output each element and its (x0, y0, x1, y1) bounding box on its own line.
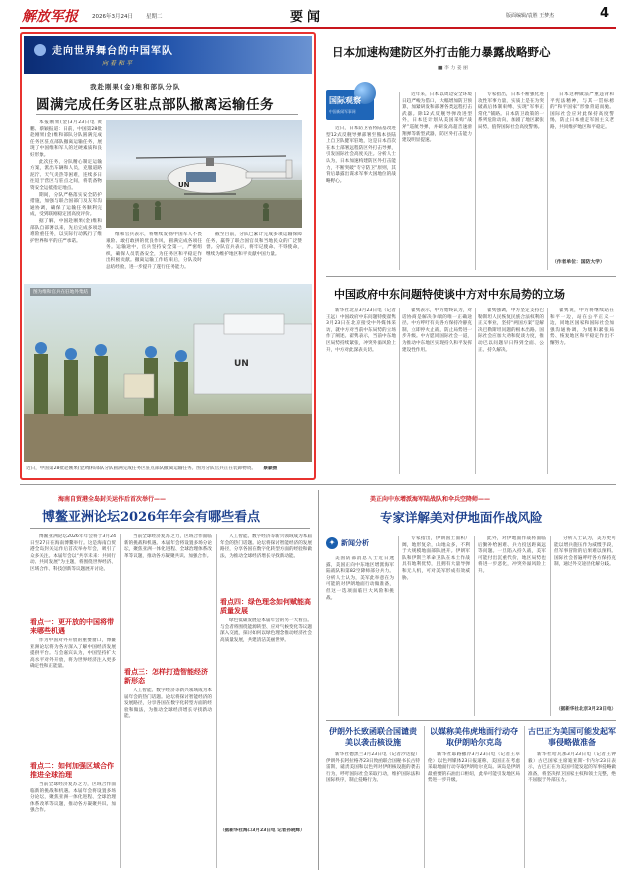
article4-headline: 博鳌亚洲论坛2026年年会有哪些看点 (42, 510, 261, 525)
article2-col4: 日本这种做法严重违背和平宪法精神，与其一贯标榜的“和平国家”形象背道而驰。国际社会应对此保持高度警惕，防止日本重走军国主义老路，共同维护地区和平稳定。 (550, 92, 614, 130)
article4-col2 (124, 534, 212, 870)
issue-weekday: 星期二 (146, 14, 163, 20)
caption-text: 近日，中国第28批赴刚果(金)维和部队分队圆满完成任务区驻点部队撤离运输任务。图为分队官兵正在装卸物资。 (26, 466, 256, 471)
article4-credit: （据新华社海口3月23日电 记者孙晓辉） (220, 828, 305, 833)
paragraph: 此次任务，分队精心制定运输方案，派出车辆和人员，克服道路泥泞、天气炎热等困难，连续多日往返于营区与驻点之间，将装备物资安全运抵指定地点。 (30, 159, 102, 191)
article5-credit: （据新华社北京3月23日电） (556, 707, 617, 712)
news-analysis-badge (326, 536, 386, 550)
article2-byline: ■ 李 力 姜 丽 (438, 66, 468, 71)
banner-peace (24, 36, 312, 74)
article3-col1: 新华社北京3月23日电（记者王远）中国政府中东问题特使翟隽3月23日在北京接受中外媒体采访，就中方对当前中东局势的立场作了阐述。翟隽表示，当前中东地区局势持续紧张，冲突外溢风险上升，中方对此深表关切。 (326, 308, 396, 353)
article4-subhead-1: 看点一：更开放的中国将带来哪些机遇 (30, 618, 114, 635)
newspaper-logo: 解放军报 (22, 9, 78, 25)
article4-subhead-2: 看点二：如何加强区域合作推进全球治理 (30, 762, 114, 779)
article4-text-e: 绿色低碳发展是本届年会的另一大看点。与会者将围绕能源转型、应对气候变化等议题深入交流，探讨如何以绿色理念推动经济社会高质量发展，共建清洁美丽世界。 (220, 618, 312, 643)
article5-col4: 分析人士认为，美方更可能以增兵施压作为威慑手段，但军事冒险的后果难以预料。国际社会普遍呼吁各方保持克制，通过外交途径化解分歧。 (554, 536, 616, 568)
article2-col1: 近日，日本防卫省将陆基改进型12式反舰导弹部署至熊本县陆上自卫队健军驻地，这是日本首次在本土部署远程防区外打击导弹，引发国际社会高度关注。分析人士认为，日本加速构建防区外打击能力，不断突破“专守防卫”原则，其背后暴露出谋求军事大国地位的战略野心。 (326, 126, 396, 184)
divider-upper-lower (20, 484, 616, 485)
masthead-rule (20, 27, 616, 29)
paragraph: 据了解，中国赴刚果(金)维和部队自部署以来，先后完成多项急难险重任务，以实际行动践行了维护世界和平的庄严承诺。 (30, 218, 102, 244)
article4-text-b: 作为中国对外开放的重要窗口，博鳌亚洲论坛将为各方深入了解中国经济发展提供平台。与会嘉宾认为，中国坚持扩大高水平对外开放，将为世界经济注入更多确定性和正能量。 (30, 638, 116, 670)
masthead (0, 0, 634, 28)
soldiers-photo-label: 图为维和官兵在驻地外集结 (30, 288, 91, 296)
brief-iran (326, 726, 420, 870)
paragraph: 期间，分队严格落实安全防护措施，加强与联合国部门及友军沟通协调，确保了运输任务顺利完成，受到联刚稳定团高度评价。 (30, 192, 102, 218)
svg-text:UN: UN (234, 359, 249, 369)
helicopter-illustration (106, 120, 302, 228)
badge-subtitle: 中国新闻军事网 (329, 109, 356, 114)
article4-text-c: 当前全球经济复苏乏力，区域合作面临新的挑战和机遇。本届年会将设置多场分论坛，聚焦亚洲一体化进程、全球治理体系改革等议题，推动各方凝聚共识、加强合作。 (30, 782, 116, 814)
article3-col3: 翟隽强调，中方坚定支持巴勒斯坦人民恢复民族合法权利的正义事业，坚持“两国方案”是解决巴勒斯坦问题的根本出路。国际社会应加大劝和促谈力度，推动巴以问题早日得到全面、公正、持久解决。 (478, 308, 544, 353)
news-analysis-label: 新闻分析 (341, 539, 369, 547)
article2-col2: 近年来，日本以周边安全环境日趋严峻为借口，大幅增加防卫预算，加紧研发和部署各类远程打击武器。除12式反舰导弹改进型外，日本还计划从美国采购“战斧”巡航导弹，并研发高超音速滑翔弹等新型武器，防区外打击能力建设明显提速。 (402, 92, 472, 144)
caption-credit: 蔡颖摄 (263, 466, 278, 471)
article5-col3: 此外，对伊地面作战将面临后勤补给困难、兵力投送距离远等问题。一旦陷入持久战，美军可能付出沉重代价，地区局势也将进一步恶化，冲突外溢风险上升。 (478, 536, 546, 574)
article1-body-right: 截至目前，分队已累计完成多项运输保障任务，赢得了联合国官员和当地民众的广泛赞誉。分队官兵表示，将牢记使命、不辱使命，继续为维护地区和平贡献中国力量。 (206, 232, 302, 257)
soldiers-photo (24, 284, 312, 462)
article1-body-left (30, 120, 102, 280)
article4-text-c2: 当前全球经济复苏乏力，区域合作面临新的挑战和机遇。本届年会将设置多场分论坛，聚焦亚洲一体化进程、全球治理体系改革等议题，推动各方凝聚共识、加强合作。 (124, 534, 212, 559)
brief-cuba (528, 726, 616, 870)
brief-cuba-headline: 古巴正为美国可能发起军事侵略做准备 (528, 726, 616, 747)
article4-text-a: 博鳌亚洲论坛2026年年会将于3月24日至27日在海南博鳌举行。这是海南自贸港全岛封关运作后首次举办年会，吸引了众多关注。本届年会以“共享未来：共同行动、共同发展”为主题，将围绕世界经济、区域合作、科技创新等议题展开讨论。 (30, 534, 116, 572)
issue-date: 2026年3月24日 (92, 14, 133, 20)
divider-bottom-row (326, 720, 616, 721)
article1-body-mid: 维和官兵表示，将继续发扬中国军人不畏艰险、敢打敢拼的优良作风，圆满完成各项任务。运输途中，官兵坚持安全第一，严密组织，确保人员装备安全，为任务区和平稳定作出积极贡献。撤离运输工作结束后，分队及时总结经验，进一步提升了遂行任务能力。 (106, 232, 202, 270)
brief-iran-text: 新华社德黑兰3月23日电（记者沙达提）伊朗外长阿拉格齐23日致函联合国秘书长古特雷斯，谴责美国和以色列对伊朗核设施的袭击行为，呼吁国际社会采取行动，维护国际法和国际秩序，制止侵略行为。 (326, 752, 420, 784)
section-title: 要闻 (290, 10, 325, 25)
divider-a2-a3 (326, 276, 616, 277)
brief-iran-headline: 伊朗外长致函联合国谴责美以袭击核设施 (329, 726, 417, 747)
article4-subhead-4: 看点三：怎样打造智能经济新形态 (124, 668, 208, 685)
article5-kicker: 美正向中东增派海军陆战队和伞兵空降师—— (370, 496, 491, 503)
brief-kharg (428, 726, 520, 870)
article4-divider (30, 528, 310, 529)
article1-headline: 圆满完成任务区驻点部队撤离运输任务 (36, 97, 274, 113)
badge-title: 国际观察 (329, 96, 361, 105)
brief-cuba-text: 新华社哈瓦那3月23日电（记者王钟毅）古巴国家主席迪亚斯-卡内尔23日表示，古巴正在为美国可能发起的军事侵略做准备，将坚决捍卫国家主权和领土完整，绝不屈服于外部压力。 (528, 752, 616, 784)
page-number: 4 (600, 6, 610, 21)
banner-title: 走向世界舞台的中国军队 (52, 46, 173, 57)
article3-col2: 翟隽表示，中方始终认为，对话协商是解决争端的唯一正确途径。中方呼吁有关各方保持冷静克制，立即停火止战，防止局势进一步升级。中方愿同国际社会一道，为推动中东地区实现持久和平发挥建设性作用。 (402, 308, 472, 353)
article4-text-d2: 人工智能、数字经济等新兴领域成为本届年会的热门话题。论坛将探讨智能经济的发展路径，分享各国在数字化转型方面的经验和做法，为推动全球经济增长寻找新动能。 (220, 534, 312, 559)
article5-headline: 专家详解美对伊地面作战风险 (380, 510, 543, 525)
article2-credit: （作者单位：国防大学） (552, 260, 605, 265)
dove-icon (34, 44, 46, 56)
brief-kharg-headline: 以媒称美伟虎地面行动夺取伊朗哈尔克岛 (430, 726, 518, 747)
article4-col1 (30, 534, 116, 870)
article3-headline: 中国政府中东问题特使谈中方对中东局势的立场 (334, 288, 565, 301)
article5-col2: 专家指出，伊朗国土面积广阔，地形复杂，山地众多，不利于大规模地面部队展开。伊朗军队和伊斯兰革命卫队在本土作战具有地利优势，且拥有大量导弹和无人机，可对美军形成有效威胁。 (402, 536, 470, 581)
brief-kharg-text: 新华社耶路撒冷3月23日电（记者王卓伦）以色列媒体23日报道称，美国正在考虑采取地面行动夺取伊朗哈尔克岛。该岛是伊朗最重要的石油出口枢纽，此举可能引发地区局势进一步升级。 (428, 752, 520, 784)
article2-col3: 专家指出，日本不断强化进攻性军事力量，实质上是在为突破战后体制束缚、实现“军事正常化”铺路。日本防卫政策的一系列危险动向，加剧了地区紧张局势，值得国际社会高度警惕。 (478, 92, 544, 130)
analysis-star-icon: ✦ (326, 537, 338, 549)
article3-col4: 翟隽说，中方将继续站在和平一边，站在公平正义一边，同地区国家和国际社会加强沟通协调，为缓和紧张局势、恢复地区和平稳定作出不懈努力。 (550, 308, 614, 346)
editors: 版面编辑/袁胜 王梦杰 (506, 13, 555, 19)
banner-subtitle: 向着和平 (102, 60, 135, 67)
article4-kicker: 海南自贸港全岛封关运作后首次举行—— (58, 496, 167, 503)
article4-col3 (220, 534, 312, 870)
international-watch-badge (326, 90, 374, 120)
article4-subhead-3: 看点四：绿色理念如何赋能高质量发展 (220, 598, 311, 615)
article4-text-d: 人工智能、数字经济等新兴领域成为本届年会的热门话题。论坛将探讨智能经济的发展路径，分享各国在数字化转型方面的经验和做法，为推动全球经济增长寻找新动能。 (124, 688, 212, 720)
helicopter-photo (106, 120, 302, 228)
svg-text:UN: UN (178, 181, 190, 189)
paragraph: 本报刚果(金)3月23日电 黄鹏、蔡颖报道：日前，中国第28批赴刚果(金)维和部队分队圆满完成任务区驻点部队撤离运输任务，展现了中国维和军人的过硬素质和良好形象。 (30, 120, 102, 158)
headline-divider (36, 114, 298, 115)
photo-caption (26, 466, 310, 478)
soldiers-illustration (24, 284, 312, 462)
article2-headline: 日本加速构建防区外打击能力暴露战略野心 (332, 45, 551, 59)
article5-col1: 美国防部消息人士近日透露，美国正向中东地区增派海军陆战队和第82空降师部分兵力。分析人士认为，美军此举意在为可能的对伊朗地面行动做准备，但这一选项面临巨大风险和挑战。 (326, 556, 394, 601)
article1-kicker: 我赴刚果(金)维和部队分队 (90, 83, 181, 91)
